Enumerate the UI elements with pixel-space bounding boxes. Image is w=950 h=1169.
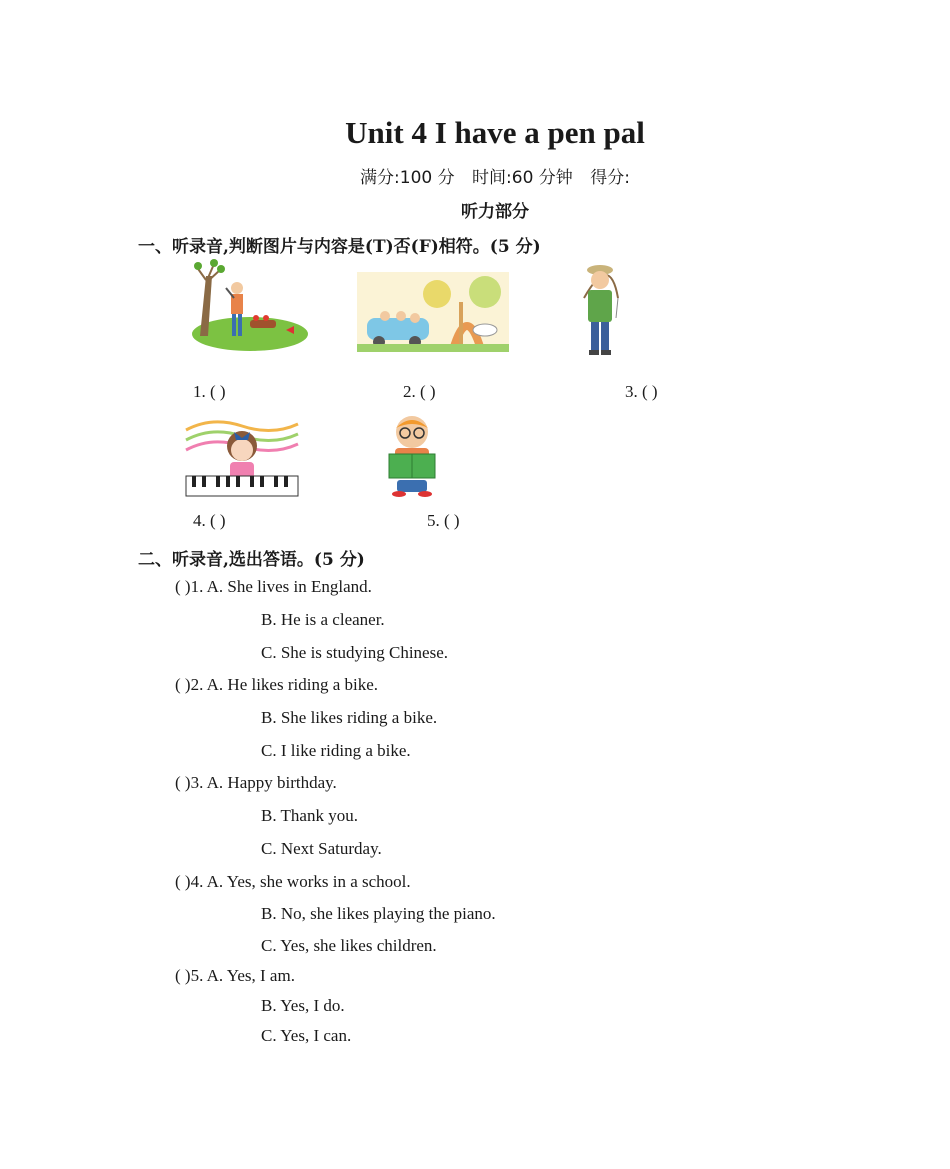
time-limit: 时间:60 分钟 — [472, 168, 573, 188]
exam-meta — [0, 163, 950, 188]
question-4: ( )4. A. Yes, she works in a school. — [175, 872, 411, 891]
question-5-option-c: C. Yes, I can. — [261, 1026, 352, 1045]
question-4-option-c: C. Yes, she likes children. — [261, 936, 437, 955]
reading-picture — [385, 412, 439, 498]
question-5: ( )5. A. Yes, I am. — [175, 966, 295, 985]
question-1: ( )1. A. She lives in England. — [175, 577, 372, 596]
question-1-option-b: B. He is a cleaner. — [261, 610, 385, 629]
question-1-option-c: C. She is studying Chinese. — [261, 643, 449, 662]
section2-title: 二、听录音,选出答语。(5 分) — [138, 550, 365, 570]
question-3: ( )3. A. Happy birthday. — [175, 773, 337, 792]
question-3-option-c: C. Next Saturday. — [261, 839, 382, 858]
piano-picture — [182, 410, 302, 498]
section1-title: 一、听录音,判断图片与内容是(T)否(F)相符。(5 分) — [138, 237, 541, 257]
question-3-option-b: B. Thank you. — [261, 806, 358, 825]
gardening-picture — [190, 258, 312, 354]
item-label-4: 4. ( ) — [193, 511, 226, 530]
full-score: 满分:100 分 — [360, 168, 455, 188]
zoo-trip-picture — [357, 272, 509, 352]
part-title: 听力部分 — [461, 202, 529, 222]
question-2-option-b: B. She likes riding a bike. — [261, 708, 438, 727]
question-2-option-c: C. I like riding a bike. — [261, 741, 411, 760]
score-field: 得分: — [590, 168, 630, 188]
item-label-5: 5. ( ) — [427, 511, 460, 530]
item-label-3: 3. ( ) — [625, 382, 658, 401]
page-title: Unit 4 I have a pen pal — [345, 115, 645, 150]
fishing-picture — [570, 258, 630, 356]
question-2: ( )2. A. He likes riding a bike. — [175, 675, 379, 694]
question-4-option-b: B. No, she likes playing the piano. — [261, 904, 496, 923]
question-5-option-b: B. Yes, I do. — [261, 996, 345, 1015]
item-label-2: 2. ( ) — [403, 382, 436, 401]
item-label-1: 1. ( ) — [193, 382, 226, 401]
